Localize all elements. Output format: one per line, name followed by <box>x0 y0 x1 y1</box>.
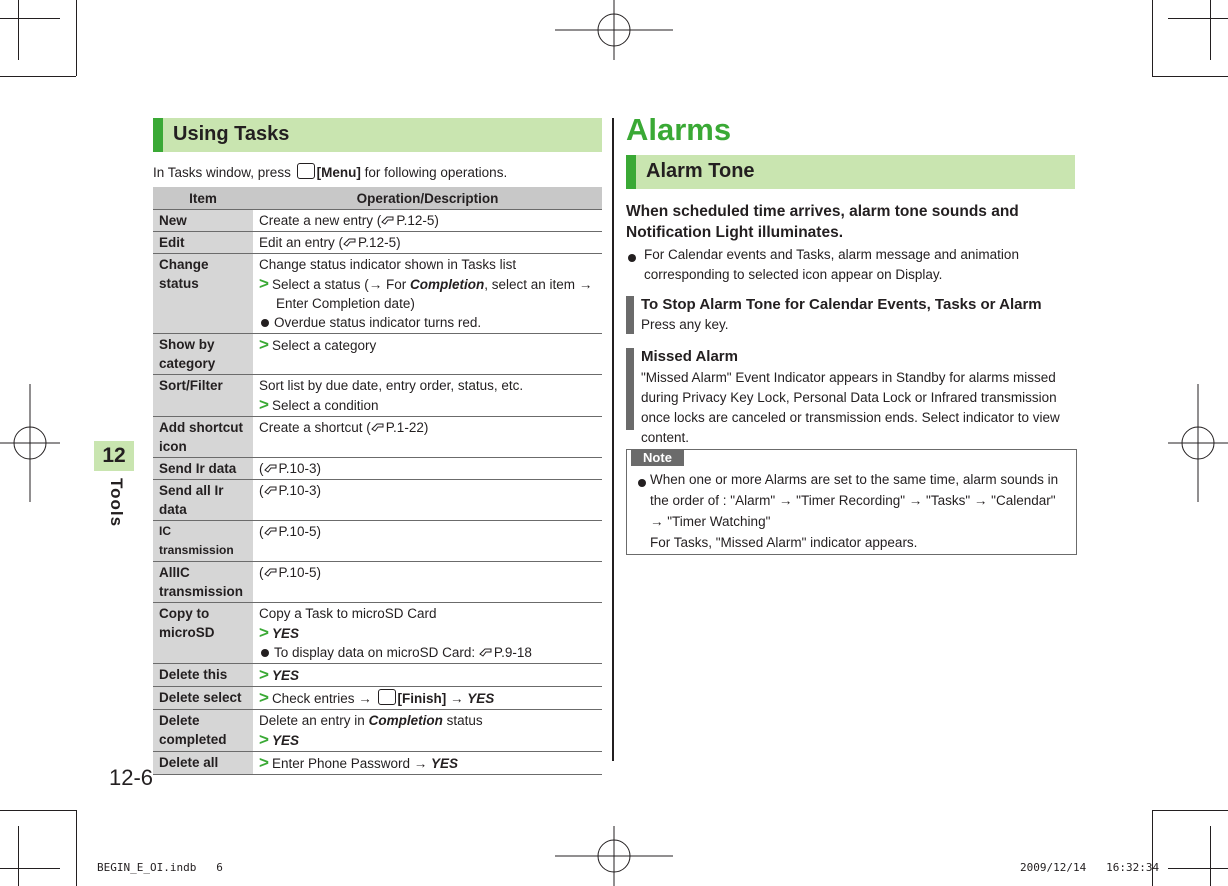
mail-key-icon <box>378 689 396 705</box>
reference-hand-icon <box>479 646 493 658</box>
step-arrow-icon: > <box>259 688 269 707</box>
table-row: Send Ir data ( P.10-3) <box>153 458 602 480</box>
table-row: Show by category > Select a category <box>153 334 602 375</box>
table-row: Change status Change status indicator shown in Tasks list > Select a status (→ For Completion, select an item → Enter Completion date) Overdue status indicator turns red. <box>153 254 602 334</box>
missed-alarm-block: Missed Alarm "Missed Alarm" Event Indicator appears in Standby for alarms missed during Privacy Key Lock, Personal Data Lock or Infrared transmission once locks are canceled or transmission ends. Select indicator to view content. <box>626 348 1076 430</box>
reference-hand-icon <box>264 566 278 578</box>
step-arrow-icon: > <box>259 395 269 414</box>
intro-text: In Tasks window, press [Menu] for following operations. <box>153 165 508 180</box>
note-text: When one or more Alarms are set to the same time, alarm sounds in the order of : "Alarm" → "Timer Recording" → "Tasks" → "Calendar" → "Timer Watching" For Tasks, "Missed Alarm" indicator appears. <box>650 472 1059 550</box>
tasks-operations-table <box>153 187 602 775</box>
page-number: 12-6 <box>109 765 154 790</box>
table-row: Delete this > YES <box>153 664 602 687</box>
table-header-row <box>153 187 602 210</box>
footer-timestamp: 2009/12/14 16:32:34 <box>1020 861 1160 874</box>
page-title: Alarms <box>626 112 732 147</box>
table-row: Delete completed Delete an entry in Completion status > YES <box>153 710 602 752</box>
chapter-number-tab: 12 <box>94 441 134 471</box>
note-tag: Note <box>631 450 684 466</box>
using-tasks-heading: Using Tasks <box>153 118 602 152</box>
chapter-name: Tools <box>107 478 126 528</box>
registration-mark-left <box>0 384 60 502</box>
registration-mark-bottom <box>555 826 673 886</box>
column-header-item: Item <box>153 187 253 210</box>
reference-hand-icon <box>264 525 278 537</box>
footer-file: BEGIN_E_OI.indb 6 <box>97 861 223 874</box>
reference-hand-icon <box>264 484 278 496</box>
registration-mark-right <box>1168 384 1228 502</box>
table-row: Delete select > Check entries → [Finish] → YES <box>153 687 602 710</box>
step-arrow-icon: > <box>259 665 269 684</box>
reference-hand-icon <box>264 462 278 474</box>
step-arrow-icon: > <box>259 730 269 749</box>
table-row: Copy to microSD Copy a Task to microSD Card > YES To display data on microSD Card: P.9-18 <box>153 603 602 664</box>
table-row: Send all Ir data ( P.10-3) <box>153 480 602 521</box>
table-row: Sort/Filter Sort list by due date, entry order, status, etc. > Select a condition <box>153 375 602 417</box>
alarm-bullet-text: For Calendar events and Tasks, alarm message and animation corresponding to selected icon appear on Display. <box>644 247 1019 282</box>
alarm-lead-text: When scheduled time arrives, alarm tone sounds and Notification Light illuminates. <box>626 203 1019 241</box>
step-arrow-icon: > <box>259 335 269 354</box>
reference-hand-icon <box>371 421 385 433</box>
table-row: New Create a new entry ( P.12-5) <box>153 210 602 232</box>
step-arrow-icon: > <box>259 274 269 293</box>
step-arrow-icon: > <box>259 753 269 772</box>
column-header-operation: Operation/Description <box>253 187 602 210</box>
step-arrow-icon: > <box>259 623 269 642</box>
bullet-icon <box>636 475 651 493</box>
table-row: IC transmission ( P.10-5) <box>153 521 602 562</box>
column-divider <box>612 118 614 761</box>
stop-alarm-block: To Stop Alarm Tone for Calendar Events, Tasks or Alarm Press any key. <box>626 296 1076 334</box>
reference-hand-icon <box>381 214 395 226</box>
table-row: Delete all > Enter Phone Password → YES <box>153 752 602 775</box>
bullet-icon <box>261 649 269 657</box>
table-row: Add shortcut icon Create a shortcut ( P.1-22) <box>153 417 602 458</box>
table-row: AllIC transmission ( P.10-5) <box>153 562 602 603</box>
alarm-tone-heading: Alarm Tone <box>626 155 1075 189</box>
menu-key-icon <box>297 163 315 179</box>
bullet-icon <box>626 250 641 268</box>
registration-mark-top <box>555 0 673 60</box>
bullet-icon <box>261 319 269 327</box>
reference-hand-icon <box>343 236 357 248</box>
table-row: Edit Edit an entry ( P.12-5) <box>153 232 602 254</box>
